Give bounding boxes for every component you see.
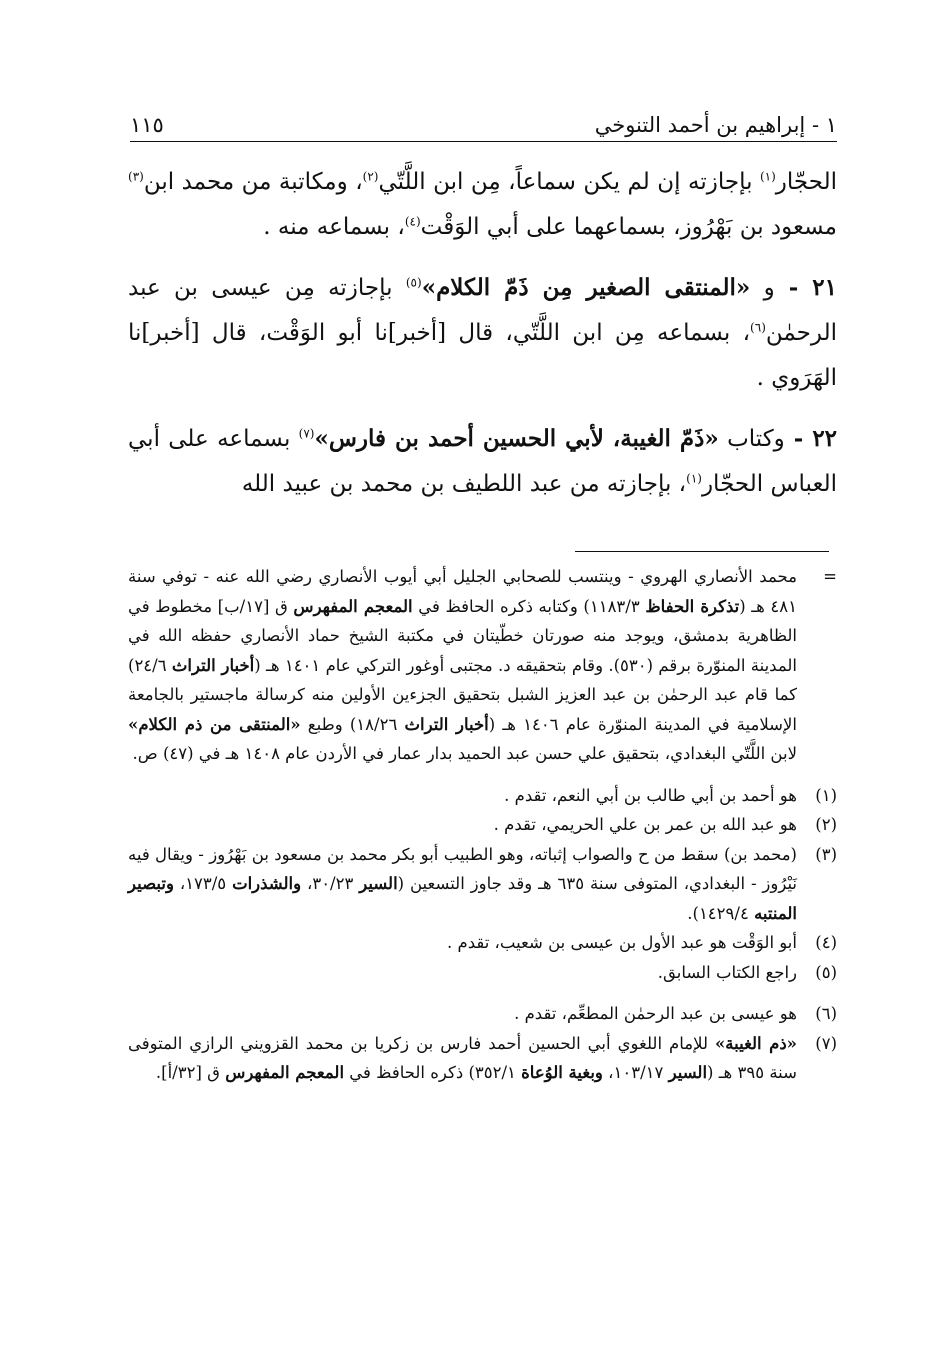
footnote-mark: (٥) <box>815 962 837 982</box>
bold-run: «المنتقى من ذم الكلام» <box>128 714 301 734</box>
text-run: ، بإجازته من عبد اللطيف بن محمد بن عبيد الله <box>241 471 687 497</box>
footnote-mark: = <box>823 567 837 586</box>
text-run: ١٠٣/١٧، <box>602 1063 669 1082</box>
text-run: ٣٥٢/١) ذكره الحافظ في <box>344 1063 522 1082</box>
text-run: ٣٠/٢٣، <box>301 874 360 893</box>
footnote-mark: (٦) <box>815 1004 837 1023</box>
footnote-5 <box>128 958 837 988</box>
bold-run: والشذرات <box>232 874 302 893</box>
footnote-text <box>128 1029 797 1088</box>
text-run: (محمد بن) سقط من ح والصواب إثباته، وهو الطبيب أبو بكر محمد بن مسعود بن بَهْرُوز - ويقال فيه نَيْرُوز - البغدادي، المتوفى سنة ٦٣٥ هـ وقد جاوز التسعين ( <box>128 844 798 893</box>
entry-number: ٢١ - <box>774 274 837 301</box>
footnote-4 <box>128 928 837 958</box>
book-title: «المنتقى الصغير مِن ذَمّ الكلام» <box>421 274 751 301</box>
footnote-text: راجع الكتاب السابق. <box>657 962 797 982</box>
footnote-mark: (٢) <box>815 815 837 834</box>
bold-run: «ذم الغيبة» <box>714 1033 797 1053</box>
text-run: ٢٤/٦) كما قام عبد الرحمٰن بن عبد العزيز الشبل بتحقيق الجزءين الأولين منه كرسالة ماجستير بالجامعة الإسلامية في المدينة المنوّرة عام ١٤٠٦ هـ ( <box>128 655 797 734</box>
text-run: مسعود بن بَهْرُوز، بسماعهما على أبي الوَقْت <box>420 214 837 240</box>
bold-run: المعجم المفهرس <box>293 596 413 616</box>
bold-run: السير <box>359 874 398 893</box>
footnote-continued <box>128 562 837 769</box>
bold-run: تذكرة الحفاظ <box>645 596 740 616</box>
footnote-gap <box>128 769 837 781</box>
text-run: ١٤٢٩/٤). <box>687 903 755 923</box>
bold-run: أخبار التراث <box>171 655 255 675</box>
text-run: وكتاب <box>718 426 785 452</box>
footnote-text: هو عبد الله بن عمر بن علي الحريمي، تقدم . <box>493 815 797 834</box>
footnote-3 <box>128 840 837 929</box>
footnote-separator <box>575 551 829 552</box>
footnote-mark: (٣) <box>815 844 837 864</box>
text-run: ق [٣٢/أ]. <box>155 1063 226 1082</box>
footnote-mark: (٤) <box>815 933 837 952</box>
footnote-ref: (٢) <box>362 169 379 184</box>
page-header <box>130 98 837 142</box>
footnotes <box>128 562 837 1088</box>
footnote-mark: (٧) <box>815 1033 837 1053</box>
text-run: و <box>750 275 775 301</box>
text-run: ١١٨٣/٣) وكتابه ذكره الحافظ في <box>412 596 646 616</box>
book-title: «ذَمّ الغيبة، لأبي الحسين أحمد بن فارس» <box>314 425 719 452</box>
text-run: ١٧٣/٥، <box>173 874 233 893</box>
footnote-ref: (٦) <box>750 320 766 335</box>
text-run: بإجازته إن لم يكن سماعاً، مِن ابن اللَّتّي <box>378 169 760 195</box>
bold-run: وتبصير المنتبه <box>128 874 797 923</box>
entry-21 <box>128 265 837 401</box>
text-run: ق [١٧/ب] مخطوط في الظاهرية بدمشق، ويوجد منه صورتان خطّيتان في مكتبة الشيخ حماد الأنصاري حفظه الله في المدينة المنوّرة برقم (٥٣٠). وقام بتحقيقه د. مجتبى أوغور التركي عام ١٤٠١ هـ ( <box>128 596 797 675</box>
footnote-text: أبو الوَقْت هو عبد الأول بن عيسى بن شعيب، تقدم . <box>447 933 797 952</box>
footnote-text: هو عيسى بن عبد الرحمٰن المطعِّم، تقدم . <box>514 1004 797 1023</box>
entry-number: ٢٢ - <box>784 425 838 452</box>
footnote-mark: (١) <box>815 785 837 805</box>
text-run: ، بسماعه مِن ابن اللَّتّي، قال [أخبر]نا أبو الوَقْت، قال [أخبر]نا الهَرَوي . <box>128 320 837 391</box>
bold-run: السير <box>668 1063 708 1082</box>
bold-run: المعجم المفهرس <box>225 1063 345 1082</box>
footnote-text: هو أحمد بن أبي طالب بن أبي النعم، تقدم . <box>504 785 797 805</box>
text-run: محمد الأنصاري الهروي - وينتسب للصحابي الجليل أبي أيوب الأنصاري رضي الله عنه - توفي سنة ٤٨١ هـ ( <box>128 567 798 616</box>
footnote-ref: (٥) <box>405 275 422 290</box>
text-run: بسماعه على أبي العباس الحجّار <box>128 426 837 497</box>
footnote-text <box>128 840 797 929</box>
bold-run: وبغية الوُعاة <box>521 1063 603 1082</box>
text-run: ، بسماعه منه . <box>263 214 405 240</box>
text-run: الحجّار <box>775 169 838 195</box>
main-text <box>128 160 837 507</box>
running-title: ١ - إبراهيم بن أحمد التنوخي <box>594 113 837 137</box>
text-run: للإمام اللغوي أبي الحسين أحمد فارس بن زكريا بن محمد القزويني الرازي المتوفى سنة ٣٩٥ هـ ( <box>128 1033 797 1082</box>
footnote-2 <box>128 810 837 840</box>
text-run: ١٨/٢٦) وطبع <box>300 714 405 734</box>
footnote-ref: (١) <box>686 471 702 486</box>
footnote-7 <box>128 1029 837 1088</box>
footnote-text <box>128 562 797 769</box>
text-run: لابن اللَّتّي البغدادي، بتحقيق علي حسن عبد الحميد بدار عمار في الأردن عام ١٤٠٨ هـ في (٤٧) ص. <box>132 744 797 763</box>
footnote-6 <box>128 999 837 1029</box>
footnote-gap <box>128 987 837 999</box>
paragraph-continuation <box>128 160 837 250</box>
entry-22 <box>128 416 837 507</box>
footnote-ref: (٤) <box>404 214 421 229</box>
text-run: ، ومكاتبة من محمد ابن <box>143 169 363 195</box>
text-run: بإجازته مِن عيسى بن عبد الرحمٰن <box>128 275 837 346</box>
footnote-ref: (٣) <box>128 169 144 184</box>
footnote-ref: (١) <box>759 169 776 184</box>
page-number: ١١٥ <box>130 113 164 137</box>
footnote-ref: (٧) <box>298 426 315 441</box>
bold-run: أخبار التراث <box>404 714 489 734</box>
footnote-1 <box>128 781 837 811</box>
